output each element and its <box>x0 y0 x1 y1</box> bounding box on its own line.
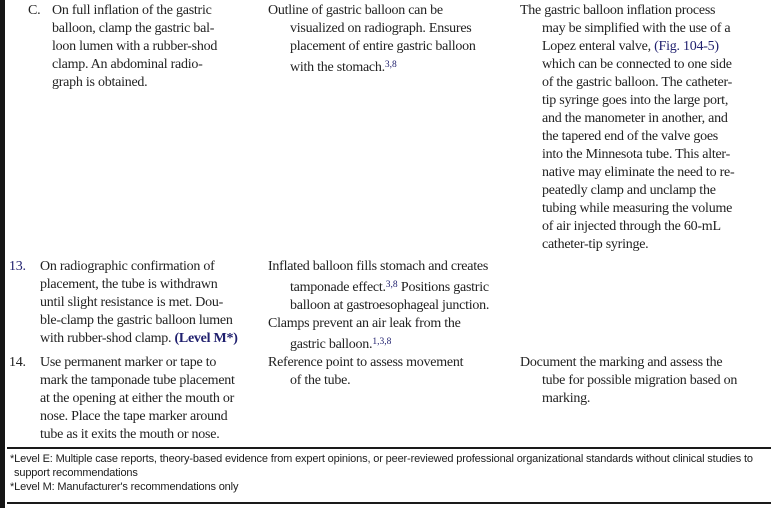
level-evidence-link[interactable]: (Level M*) <box>174 331 238 346</box>
text-segment: marking. <box>542 391 591 406</box>
rationale-cell <box>268 2 520 258</box>
step-text <box>52 2 268 92</box>
text-line <box>520 20 771 38</box>
text-segment: tamponade effect. <box>290 280 386 295</box>
text-line <box>268 38 520 56</box>
text-line <box>520 110 771 128</box>
text-line <box>52 56 268 74</box>
text-segment: ble-clamp the gastric balloon lumen <box>40 313 233 328</box>
text-line <box>520 164 771 182</box>
text-line <box>40 354 268 372</box>
text-line <box>520 372 771 390</box>
citation-link[interactable]: 3,8 <box>385 280 398 290</box>
step-text <box>40 258 268 348</box>
text-line <box>268 20 520 38</box>
steps-cell <box>5 2 268 258</box>
text-line <box>40 294 268 312</box>
text-line <box>520 182 771 200</box>
text-segment: Clamps prevent an air leak from the <box>268 316 461 331</box>
text-segment: the tapered end of the valve goes <box>542 129 719 144</box>
text-segment: placement of entire gastric balloon <box>290 39 476 54</box>
considerations-cell <box>520 258 771 354</box>
text-segment: On full inflation of the gastric <box>52 3 212 18</box>
text-line <box>268 297 520 315</box>
text-segment: of the tube. <box>290 373 351 388</box>
text-segment: graph is obtained. <box>52 75 148 90</box>
step-item <box>5 354 268 444</box>
footnote-level-m: *Level M: Manufacturer's recommendations only <box>10 481 239 493</box>
steps-cell <box>5 354 268 444</box>
considerations-cell <box>520 2 771 258</box>
text-segment: Inflated balloon fills stomach and creates <box>268 259 489 274</box>
text-line <box>520 354 771 372</box>
step-number: 13. <box>9 259 26 274</box>
text-segment: native may eliminate the need to re- <box>542 165 735 180</box>
text-segment: On radiographic confirmation of <box>40 259 215 274</box>
procedure-table <box>5 2 771 444</box>
text-segment: peatedly clamp and unclamp the <box>542 183 716 198</box>
text-line <box>52 74 268 92</box>
text-line <box>268 56 520 77</box>
text-segment: loon lumen with a rubber-shod <box>52 39 218 54</box>
considerations-cell <box>520 354 771 444</box>
text-line <box>520 146 771 164</box>
footnote-divider-rule <box>7 447 771 449</box>
text-segment: Use permanent marker or tape to <box>40 355 217 370</box>
step-number: 14. <box>9 355 26 370</box>
text-segment: clamp. An abdominal radio- <box>52 57 203 72</box>
text-segment: which can be connected to one side <box>542 57 732 72</box>
text-line <box>520 200 771 218</box>
text-segment: tube for possible migration based on <box>542 373 738 388</box>
text-segment: visualized on radiograph. Ensures <box>290 21 472 36</box>
text-line <box>40 426 268 444</box>
text-line <box>40 276 268 294</box>
text-line <box>520 236 771 254</box>
text-line <box>268 276 520 297</box>
text-line <box>40 372 268 390</box>
text-line <box>520 56 771 74</box>
text-line <box>520 390 771 408</box>
text-segment: gastric balloon. <box>290 337 373 352</box>
text-line <box>52 20 268 38</box>
text-line <box>52 2 268 20</box>
text-segment: of air injected through the 60-mL <box>542 219 721 234</box>
citation-link[interactable]: 3,8 <box>384 60 397 70</box>
text-line <box>520 218 771 236</box>
text-segment: at the opening at either the mouth or <box>40 391 235 406</box>
text-line <box>40 390 268 408</box>
text-line <box>40 312 268 330</box>
text-segment: placement, the tube is withdrawn <box>40 277 218 292</box>
text-segment: may be simplified with the use of a <box>542 21 731 36</box>
text-line <box>520 38 771 56</box>
text-segment: tube as it exits the mouth or nose. <box>40 427 220 442</box>
text-line <box>268 372 520 390</box>
rationale-cell <box>268 354 520 444</box>
figure-reference-link[interactable]: (Fig. 104-5) <box>654 39 719 54</box>
text-segment: Reference point to assess movement <box>268 355 464 370</box>
text-segment: and the manometer in another, and <box>542 111 728 126</box>
text-line <box>520 92 771 110</box>
text-line <box>520 74 771 92</box>
text-segment: nose. Place the tape marker around <box>40 409 228 424</box>
text-segment: catheter-tip syringe. <box>542 237 649 252</box>
footnotes <box>10 452 767 494</box>
bottom-rule <box>7 502 771 504</box>
text-segment: until slight resistance is met. Dou- <box>40 295 224 310</box>
step-text <box>40 354 268 444</box>
text-segment: balloon, clamp the gastric bal- <box>52 21 215 36</box>
table-row-step-13 <box>5 258 771 354</box>
text-line <box>268 354 520 372</box>
table-row-step-14 <box>5 354 771 444</box>
text-line <box>268 2 520 20</box>
rationale-cell <box>268 258 520 354</box>
text-segment: Outline of gastric balloon can be <box>268 3 443 18</box>
text-line <box>268 258 520 276</box>
text-segment: tip syringe goes into the large port, <box>542 93 729 108</box>
step-label: C. <box>28 3 41 18</box>
text-segment: balloon at gastroesophageal junction. <box>290 298 490 313</box>
text-line <box>268 333 520 354</box>
text-segment: with rubber-shod clamp. <box>40 331 175 346</box>
step-item <box>5 2 268 92</box>
text-line <box>52 38 268 56</box>
text-segment: into the Minnesota tube. This alter- <box>542 147 730 162</box>
footnote-level-e-line1: *Level E: Multiple case reports, theory-based evidence from expert opinions, or peer-reviewed professional organizational standards without clinical studies to <box>10 453 753 465</box>
text-segment: Lopez enteral valve, <box>542 39 655 54</box>
text-segment: Positions gastric <box>397 280 489 295</box>
text-segment: with the stomach. <box>290 60 385 75</box>
text-line <box>520 2 771 20</box>
text-segment: of the gastric balloon. The catheter- <box>542 75 733 90</box>
text-segment: mark the tamponade tube placement <box>40 373 235 388</box>
text-line <box>40 408 268 426</box>
step-item <box>5 258 268 348</box>
text-segment: tubing while measuring the volume <box>542 201 733 216</box>
steps-cell <box>5 258 268 354</box>
text-line <box>268 315 520 333</box>
text-segment: Document the marking and assess the <box>520 355 723 370</box>
table-row-step-c <box>5 2 771 258</box>
text-line <box>520 128 771 146</box>
footnote-level-e-line2: support recommendations <box>14 467 138 479</box>
text-line <box>40 330 268 348</box>
text-line <box>40 258 268 276</box>
text-segment: The gastric balloon inflation process <box>520 3 716 18</box>
citation-link[interactable]: 1,3,8 <box>372 337 392 347</box>
